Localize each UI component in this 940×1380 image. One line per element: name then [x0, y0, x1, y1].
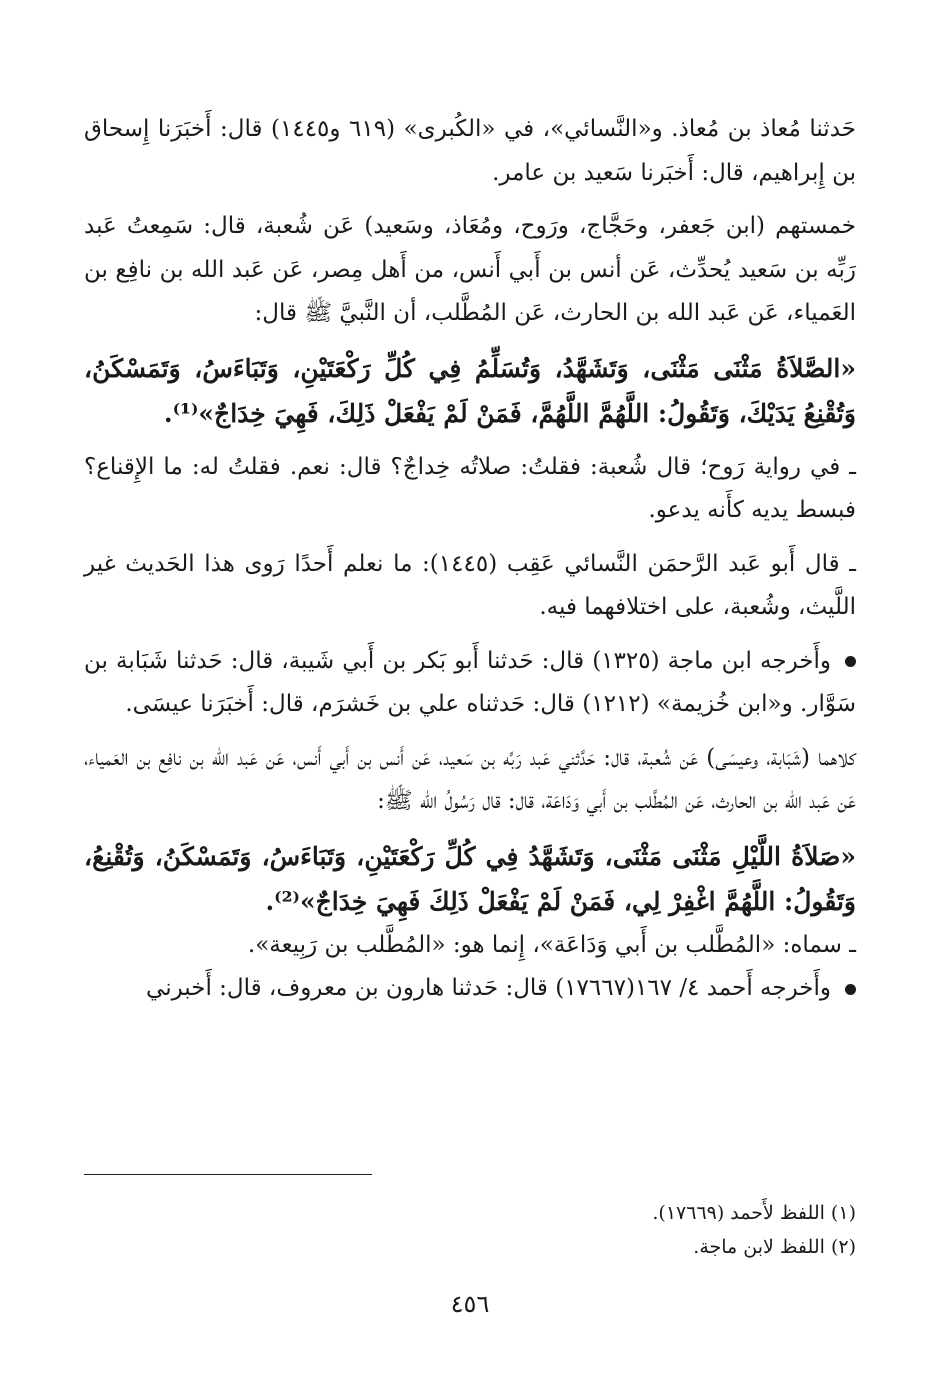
footnotes: [84, 1196, 856, 1264]
paragraph-nasai-note: ـ قال أَبو عَبد الرَّحمَن النَّسائي عَقِب (١٤٤٥): ما نعلم أَحدًا رَوى هذا الحَديث غير اللَّيث، وشُعبة، على اختلافهما فيه.: [84, 550, 856, 620]
paragraph-ahmad-text: وأَخرجه أَحمد ٤/ ١٦٧(١٧٦٦٧) قال: حَدثنا هارون بن معروف، قال: أَخبرني: [146, 975, 831, 1001]
footnote-separator: [84, 1174, 372, 1175]
page-number: ٤٥٦: [450, 1290, 490, 1318]
paragraph-both-isnad: كلاهما (شَبَابة، وعيسَى) عَن شُعبة، قال: حَدَّثني عَبد رَبِّه بن سَعيد، عَن أَنس بن أَبي أَنس، عَن عَبد الله بن نافِع بن العَمياء، عَن عَبد الله بن الحارث، عَن المُطَّلب بن أَبي وَدَاعَة، قال: قال رَسُولُ الله ﷺ:: [84, 744, 856, 814]
page-body: [84, 108, 856, 1380]
footnote-2: (٢) اللفظ لابن ماجة.: [693, 1236, 856, 1258]
bullet-icon: [845, 984, 856, 995]
paragraph-isnad-shuba: خمستهم (ابن جَعفر، وحَجَّاج، ورَوح، ومُعَاذ، وسَعيد) عَن شُعبة، قال: سَمِعتُ عَبد رَبِّه بن سَعيد يُحدِّث، عَن أنس بن أَبي أَنس، من أَهل مِصر، عَن عَبد الله بن نافِع بن العَمياء، عَن عَبد الله بن الحارث، عَن المُطَّلب، أن النَّبيَّ ﷺ قال:: [84, 213, 856, 326]
footnote-1: (١) اللفظ لأَحمد (١٧٦٦٩).: [652, 1202, 856, 1224]
paragraph-ibn-majah: [84, 640, 856, 727]
hadith-text-2: «صَلاَةُ اللَّيْلِ مَثْنَى مَثْنَى، وَتَشَهَّدُ فِي كُلِّ رَكْعَتَيْنِ، وَتَبَاءَسُ، وَتَمَسْكَنُ، وَتُقْنِعُ، وَتَقُولُ: اللَّهُمَّ اغْفِرْ لِي، فَمَنْ لَمْ يَفْعَلْ ذَلِكَ فَهِيَ خِدَاجٌ»⁽²⁾.: [84, 841, 856, 916]
paragraph-ahmad: [84, 967, 856, 1011]
paragraph-ibn-majah-text: وأَخرجه ابن ماجة (١٣٢٥) قال: حَدثنا أَبو بَكر بن أَبي شَيبة، قال: حَدثنا شَبَابة بن سَوَّار. و«ابن خُزيمة» (١٢١٢) قال: حَدثناه علي بن خَشرَم، قال: أَخبَرَنا عيسَى.: [84, 647, 856, 717]
bullet-icon: [845, 656, 856, 667]
paragraph-naming-note: ـ سماه: «المُطَّلب بن أَبي وَدَاعَة»، إِنما هو: «المُطَّلب بن رَبِيعة».: [247, 931, 856, 958]
paragraph-isnad-muadh: حَدثنا مُعاذ بن مُعاذ. و«النَّسائي»، في «الكُبرى» (٦١٩ و١٤٤٥) قال: أَخبَرَنا إِسحاق بن إِبراهيم، قال: أَخبَرنا سَعيد بن عامر.: [84, 116, 856, 186]
hadith-text-1: «الصَّلاَةُ مَثْنَى مَثْنَى، وَتَشَهَّدُ، وَتُسَلِّمُ فِي كُلِّ رَكْعَتَيْنِ، وَتَبَاءَسُ، وَتَمَسْكَنُ، وَتُقْنِعُ يَدَيْكَ، وَتَقُولُ: اللَّهُمَّ اللَّهُمَّ، فَمَنْ لَمْ يَفْعَلْ ذَلِكَ، فَهِيَ خِدَاجٌ»⁽¹⁾.: [84, 353, 856, 428]
paragraph-rawh-note: ـ في رواية رَوح؛ قال شُعبة: فقلتُ: صلاتُه خِداجٌ؟ قال: نعم. فقلتُ له: ما الإِقناع؟ فبسط يديه كأَنه يدعو.: [84, 453, 856, 523]
